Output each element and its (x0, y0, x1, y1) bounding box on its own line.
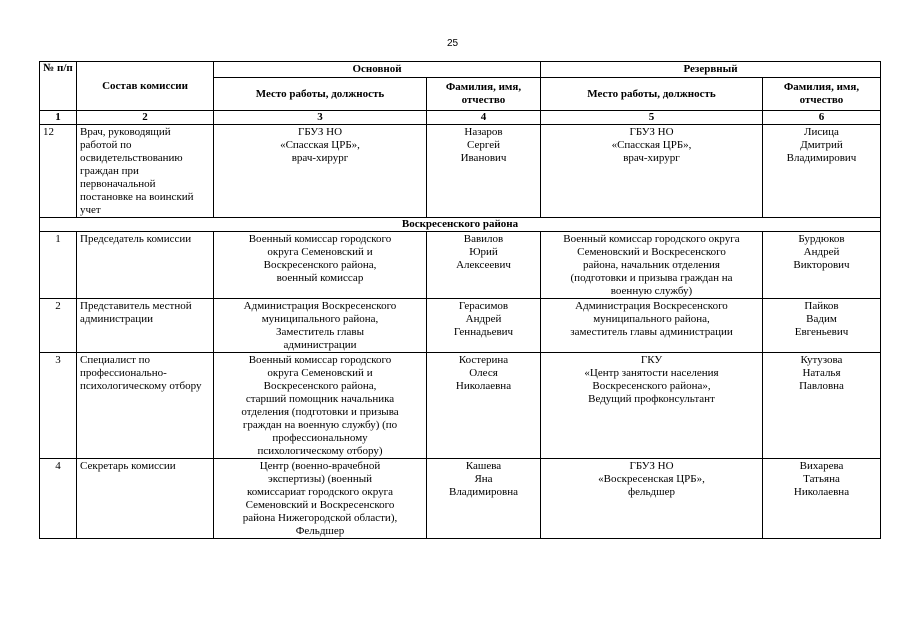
row-composition: Специалист по профессионально-психологическому отбору (77, 353, 214, 459)
table-row (40, 459, 881, 539)
row-main-workplace: Военный комиссар городского округа Семеновский и Воскресенского района, старший помощник начальника отделения (подготовки и призыва граждан на военную службу) (по профессиональному психологическому отбору) (214, 353, 427, 459)
row-reserve-workplace: ГБУЗ НО «Спасская ЦРБ», врач-хирург (541, 125, 763, 218)
header-reserve-workplace: Место работы, должность (541, 78, 763, 111)
row-reserve-fio: Вихарева Татьяна Николаевна (763, 459, 881, 539)
section-title: Воскресенского района (40, 218, 881, 232)
col-number: 6 (763, 111, 881, 125)
header-reserve: Резервный (541, 62, 881, 78)
row-main-workplace: Центр (военно-врачебной экспертизы) (военный комиссариат городского округа Семеновский и Воскресенского района Нижегородской области), Фельдшер (214, 459, 427, 539)
col-number: 1 (40, 111, 77, 125)
section-row (40, 218, 881, 232)
row-main-fio: Кашева Яна Владимировна (427, 459, 541, 539)
header-reserve-fio: Фамилия, имя, отчество (763, 78, 881, 111)
col-number: 3 (214, 111, 427, 125)
header-row-1 (40, 62, 881, 78)
commission-table (39, 61, 881, 539)
row-num: 4 (40, 459, 77, 539)
row-composition: Председатель комиссии (77, 232, 214, 299)
header-num: № п/п (40, 62, 77, 111)
row-main-workplace: Администрация Воскресенского муниципального района, Заместитель главы администрации (214, 299, 427, 353)
row-main-workplace: Военный комиссар городского округа Семеновский и Воскресенского района, военный комиссар (214, 232, 427, 299)
row-main-fio: Костерина Олеся Николаевна (427, 353, 541, 459)
row-main-fio: Вавилов Юрий Алексеевич (427, 232, 541, 299)
row-composition: Врач, руководящий работой по освидетельствованию граждан при первоначальной постановке на воинский учет (77, 125, 214, 218)
row-num: 1 (40, 232, 77, 299)
header-composition: Состав комиссии (77, 62, 214, 111)
table-row (40, 353, 881, 459)
page-number: 25 (446, 38, 459, 49)
row-num: 2 (40, 299, 77, 353)
row-composition: Секретарь комиссии (77, 459, 214, 539)
col-number: 4 (427, 111, 541, 125)
column-numbers-row (40, 111, 881, 125)
table-row (40, 299, 881, 353)
row-main-fio: Назаров Сергей Иванович (427, 125, 541, 218)
row-num: 12 (40, 125, 77, 218)
row-reserve-workplace: Администрация Воскресенского муниципального района, заместитель главы администрации (541, 299, 763, 353)
row-reserve-fio: Пайков Вадим Евгеньевич (763, 299, 881, 353)
row-reserve-workplace: ГБУЗ НО «Воскресенская ЦРБ», фельдшер (541, 459, 763, 539)
col-number: 2 (77, 111, 214, 125)
table-row (40, 232, 881, 299)
header-main-fio: Фамилия, имя, отчество (427, 78, 541, 111)
row-composition: Представитель местной администрации (77, 299, 214, 353)
row-main-fio: Герасимов Андрей Геннадьевич (427, 299, 541, 353)
header-main-workplace: Место работы, должность (214, 78, 427, 111)
row-reserve-workplace: ГКУ «Центр занятости населения Воскресенского района», Ведущий профконсультант (541, 353, 763, 459)
row-reserve-fio: Лисица Дмитрий Владимирович (763, 125, 881, 218)
col-number: 5 (541, 111, 763, 125)
row-reserve-fio: Кутузова Наталья Павловна (763, 353, 881, 459)
row-num: 3 (40, 353, 77, 459)
row-reserve-workplace: Военный комиссар городского округа Семеновский и Воскресенского района, начальник отделения (подготовки и призыва граждан на военную службу) (541, 232, 763, 299)
header-main: Основной (214, 62, 541, 78)
table-row (40, 125, 881, 218)
row-reserve-fio: Бурдюков Андрей Викторович (763, 232, 881, 299)
row-main-workplace: ГБУЗ НО «Спасская ЦРБ», врач-хирург (214, 125, 427, 218)
